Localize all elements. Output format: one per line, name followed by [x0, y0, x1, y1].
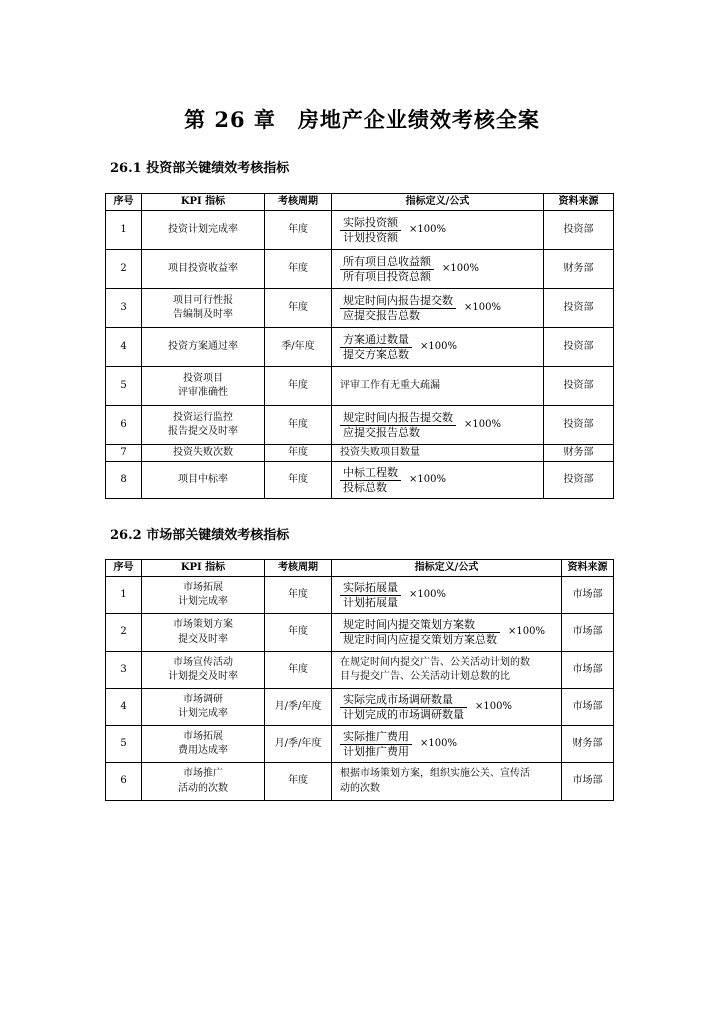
table-row	[106, 614, 614, 652]
formula-fraction	[340, 294, 456, 323]
kpi-name-line: 市场宣传活动	[173, 656, 233, 668]
row-number: 6	[106, 763, 142, 801]
kpi-name-line: 投资失败次数	[173, 446, 233, 458]
data-source: 投资部	[544, 367, 614, 406]
formula-fraction	[340, 693, 467, 722]
kpi-definition	[332, 462, 544, 499]
row-number: 2	[106, 614, 142, 652]
formula-numerator: 实际推广费用	[340, 730, 412, 745]
formula-numerator: 所有项目总收益额	[340, 255, 434, 270]
header-kpi: KPI 指标	[142, 560, 265, 577]
kpi-name	[142, 445, 265, 462]
assessment-cycle: 年度	[265, 445, 332, 462]
kpi-definition	[332, 577, 562, 614]
kpi-name-line: 评审准确性	[178, 387, 228, 398]
formula-multiplier: ×100%	[420, 737, 457, 749]
formula-denominator: 计划推广费用	[343, 744, 409, 758]
table-row	[106, 328, 614, 367]
table-header-row	[106, 194, 614, 211]
table-row	[106, 689, 614, 726]
formula-numerator: 实际完成市场调研数量	[340, 693, 467, 708]
kpi-name-line: 项目中标率	[178, 473, 228, 485]
formula-fraction	[340, 255, 434, 284]
formula-fraction	[340, 466, 401, 495]
formula-fraction	[340, 411, 456, 440]
formula-numerator: 中标工程数	[340, 466, 401, 481]
header-cycle: 考核周期	[265, 194, 332, 211]
formula-denominator: 应提交报告总数	[343, 425, 420, 439]
assessment-cycle: 月/季/年度	[265, 689, 332, 726]
marketing-kpi-table	[105, 559, 614, 801]
formula-multiplier: ×100%	[475, 700, 512, 712]
definition-text: 目与提交广告、公关活动计划总数的比	[340, 671, 510, 682]
assessment-cycle: 季/年度	[265, 328, 332, 367]
formula-numerator: 规定时间内报告提交数	[340, 294, 456, 309]
assessment-cycle: 年度	[265, 652, 332, 689]
kpi-definition	[332, 445, 544, 462]
kpi-name	[142, 328, 265, 367]
data-source: 市场部	[562, 652, 614, 689]
assessment-cycle: 年度	[265, 577, 332, 614]
kpi-name-line: 投资运行监控	[173, 411, 233, 423]
table-row	[106, 367, 614, 406]
row-number: 4	[106, 328, 142, 367]
data-source: 投资部	[544, 406, 614, 445]
row-number: 4	[106, 689, 142, 726]
kpi-name	[142, 614, 265, 652]
kpi-name-line: 计划完成率	[178, 708, 228, 719]
header-cycle: 考核周期	[265, 560, 332, 577]
kpi-name-line: 计划提交及时率	[168, 671, 238, 682]
formula	[340, 581, 446, 610]
data-source: 市场部	[562, 614, 614, 652]
kpi-name	[142, 689, 265, 726]
kpi-name-line: 项目投资收益率	[168, 262, 238, 274]
kpi-name-line: 投资方案通过率	[168, 340, 238, 352]
row-number: 7	[106, 445, 142, 462]
kpi-definition	[332, 652, 562, 689]
kpi-name-line: 投资项目	[183, 372, 223, 384]
row-number: 5	[106, 367, 142, 406]
formula-multiplier: ×100%	[409, 588, 446, 600]
header-no: 序号	[106, 194, 142, 211]
formula-numerator: 实际拓展量	[340, 581, 401, 596]
data-source: 投资部	[544, 328, 614, 367]
table-row	[106, 652, 614, 689]
investment-kpi-table	[105, 193, 614, 499]
kpi-name	[142, 406, 265, 445]
definition-text: 动的次数	[340, 782, 380, 794]
formula-denominator: 应提交报告总数	[343, 308, 420, 322]
table-row	[106, 462, 614, 499]
formula-denominator: 计划完成的市场调研数量	[343, 707, 464, 721]
formula-fraction	[340, 730, 412, 759]
formula	[340, 294, 501, 323]
kpi-name	[142, 289, 265, 328]
kpi-name-line: 投资计划完成率	[168, 223, 238, 235]
header-definition: 指标定义/公式	[332, 560, 562, 577]
formula-multiplier: ×100%	[464, 301, 501, 313]
table-row	[106, 577, 614, 614]
kpi-name-line: 市场推广	[183, 768, 223, 779]
formula-numerator: 规定时间内提交策划方案数	[340, 618, 500, 633]
kpi-name-line: 报告提交及时率	[168, 426, 238, 437]
assessment-cycle: 年度	[265, 462, 332, 499]
kpi-name	[142, 763, 265, 801]
formula	[340, 255, 479, 284]
definition-text: 投资失败项目数量	[340, 446, 420, 458]
formula-denominator: 计划拓展量	[343, 595, 398, 609]
header-definition: 指标定义/公式	[332, 194, 544, 211]
formula-denominator: 提交方案总数	[343, 347, 409, 361]
section-title-investment: 26.1 投资部关键绩效考核指标	[110, 161, 290, 176]
formula	[340, 216, 446, 245]
row-number: 6	[106, 406, 142, 445]
kpi-name	[142, 211, 265, 250]
kpi-name-line: 市场拓展	[183, 581, 223, 593]
kpi-name-line: 市场策划方案	[173, 619, 233, 630]
formula	[340, 618, 545, 647]
header-source: 资料来源	[544, 194, 614, 211]
formula-numerator: 实际投资额	[340, 216, 401, 231]
data-source: 市场部	[562, 763, 614, 801]
kpi-name-line: 市场调研	[183, 693, 223, 705]
assessment-cycle: 年度	[265, 763, 332, 801]
formula	[340, 730, 457, 759]
row-number: 8	[106, 462, 142, 499]
formula-numerator: 方案通过数量	[340, 333, 412, 348]
formula	[340, 693, 512, 722]
kpi-name-line: 告编制及时率	[173, 309, 233, 320]
data-source: 投资部	[544, 289, 614, 328]
data-source: 市场部	[562, 689, 614, 726]
formula	[340, 333, 457, 362]
formula-numerator: 规定时间内报告提交数	[340, 411, 456, 426]
kpi-name-line: 市场拓展	[183, 730, 223, 742]
assessment-cycle: 年度	[265, 367, 332, 406]
table-row	[106, 763, 614, 801]
definition-text: 在规定时间内提交广告、公关活动计划的数	[340, 656, 530, 668]
header-kpi: KPI 指标	[142, 194, 265, 211]
kpi-name	[142, 367, 265, 406]
data-source: 财务部	[562, 726, 614, 763]
table-row	[106, 211, 614, 250]
kpi-definition	[332, 328, 544, 367]
formula-fraction	[340, 216, 401, 245]
formula-denominator: 计划投资额	[343, 230, 398, 244]
assessment-cycle: 年度	[265, 289, 332, 328]
formula	[340, 411, 501, 440]
formula-fraction	[340, 581, 401, 610]
row-number: 3	[106, 652, 142, 689]
assessment-cycle: 月/季/年度	[265, 726, 332, 763]
row-number: 1	[106, 211, 142, 250]
definition-text: 评审工作有无重大疏漏	[340, 379, 440, 391]
kpi-name	[142, 577, 265, 614]
kpi-definition	[332, 689, 562, 726]
formula-multiplier: ×100%	[420, 340, 457, 352]
data-source: 财务部	[544, 445, 614, 462]
formula-multiplier: ×100%	[409, 473, 446, 485]
formula-multiplier: ×100%	[464, 418, 501, 430]
data-source: 投资部	[544, 462, 614, 499]
assessment-cycle: 年度	[265, 614, 332, 652]
kpi-definition	[332, 614, 562, 652]
table-row	[106, 289, 614, 328]
header-source: 资料来源	[562, 560, 614, 577]
kpi-definition	[332, 726, 562, 763]
table-header-row	[106, 560, 614, 577]
kpi-name-line: 提交及时率	[178, 633, 228, 645]
formula-fraction	[340, 333, 412, 362]
kpi-name-line: 项目可行性报	[173, 294, 233, 306]
row-number: 2	[106, 250, 142, 289]
row-number: 1	[106, 577, 142, 614]
kpi-name	[142, 726, 265, 763]
table-row	[106, 726, 614, 763]
assessment-cycle: 年度	[265, 211, 332, 250]
formula-multiplier: ×100%	[409, 223, 446, 235]
definition-text: 根据市场策划方案，组织实施公关、宣传活	[340, 768, 530, 779]
formula-fraction	[340, 618, 500, 647]
kpi-name-line: 计划完成率	[178, 596, 228, 607]
data-source: 投资部	[544, 211, 614, 250]
assessment-cycle: 年度	[265, 406, 332, 445]
kpi-definition	[332, 211, 544, 250]
formula-multiplier: ×100%	[442, 262, 479, 274]
data-source: 市场部	[562, 577, 614, 614]
kpi-name	[142, 462, 265, 499]
kpi-name-line: 费用达成率	[178, 745, 228, 756]
section-title-marketing: 26.2 市场部关键绩效考核指标	[110, 528, 290, 543]
chapter-title: 第 26 章 房地产企业绩效考核全案	[184, 107, 540, 132]
formula-denominator: 投标总数	[343, 480, 387, 494]
kpi-name-line: 活动的次数	[178, 782, 228, 794]
kpi-definition	[332, 289, 544, 328]
row-number: 3	[106, 289, 142, 328]
kpi-definition	[332, 250, 544, 289]
kpi-name	[142, 652, 265, 689]
table-row	[106, 250, 614, 289]
kpi-definition	[332, 406, 544, 445]
header-no: 序号	[106, 560, 142, 577]
data-source: 财务部	[544, 250, 614, 289]
assessment-cycle: 年度	[265, 250, 332, 289]
kpi-definition	[332, 763, 562, 801]
formula	[340, 466, 446, 495]
formula-denominator: 所有项目投资总额	[343, 269, 431, 283]
kpi-name	[142, 250, 265, 289]
table-row	[106, 406, 614, 445]
formula-denominator: 规定时间内应提交策划方案总数	[343, 633, 497, 646]
table-row	[106, 445, 614, 462]
kpi-definition	[332, 367, 544, 406]
row-number: 5	[106, 726, 142, 763]
formula-multiplier: ×100%	[508, 626, 545, 638]
